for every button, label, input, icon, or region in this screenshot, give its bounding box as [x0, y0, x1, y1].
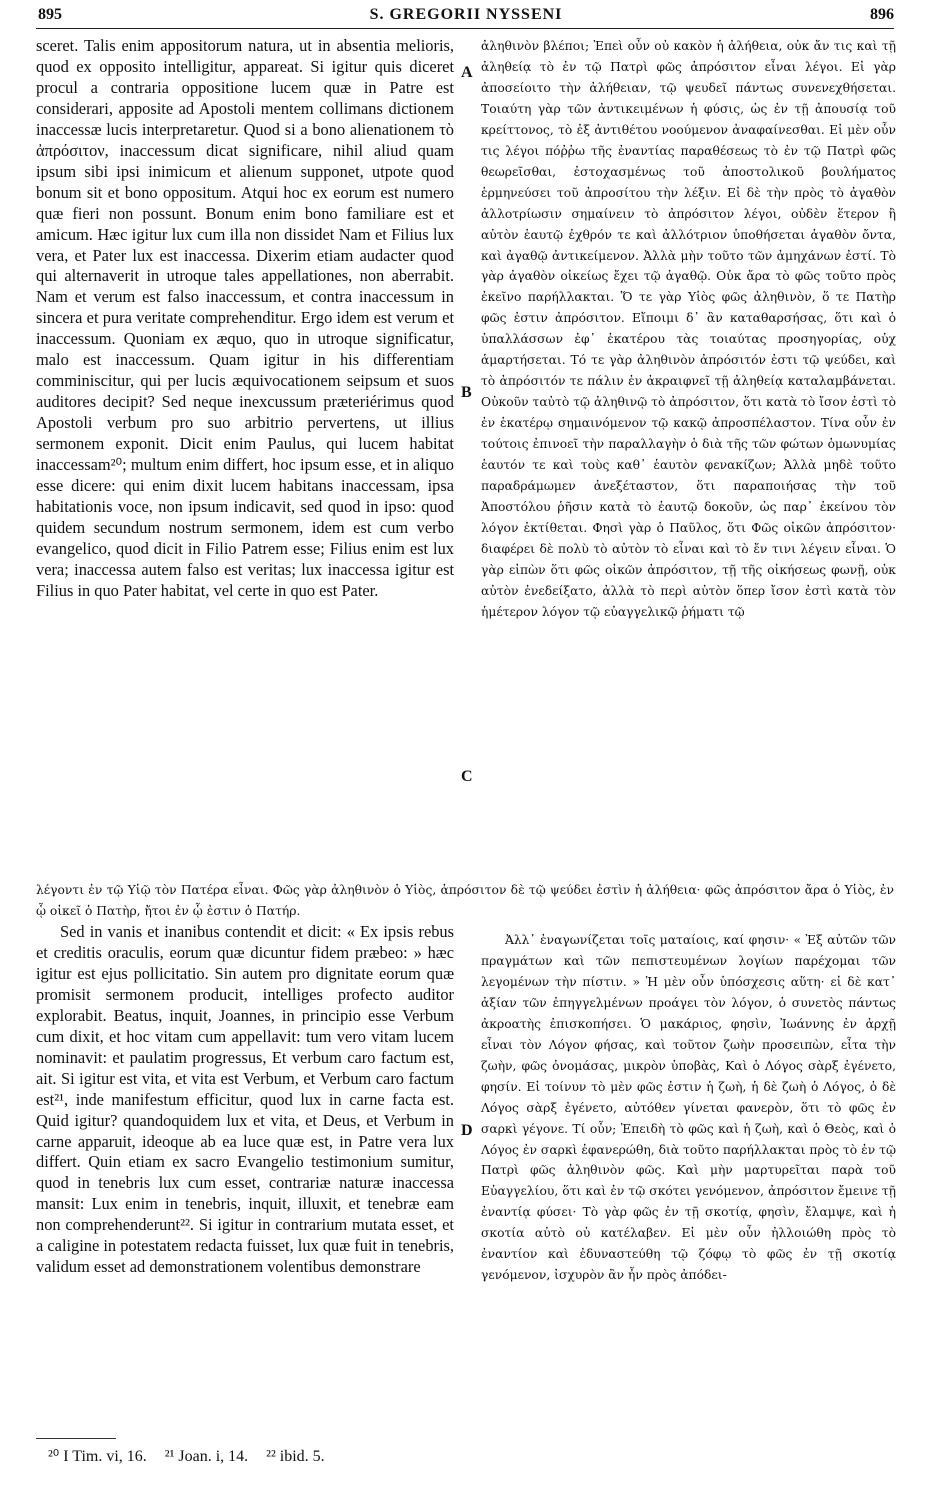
footnote-20: ²⁰ I Tim. vi, 16. [48, 1448, 147, 1465]
latin-column-bottom [36, 922, 454, 1278]
greek-text-top: ἀληθινὸν βλέποι; Ἐπεὶ οὖν οὐ κακὸν ἡ ἀλήθεια, οὐκ ἄν τις καὶ τῇ ἀληθείᾳ τὸ ἐν τῷ Πατρὶ φῶς ἀπρόσιτον εἶναι λέγοι. Εἰ γὰρ ἀποσείοιτο τὴν ἀλήθειαν, τῷ ψευδεῖ πάντως συνενεχθήσεται. Τοιαύτη γὰρ τῶν ἀντικειμένων ἡ φύσις, ὡς ἐν τῇ ἀπουσίᾳ τοῦ κρείττονος, τὸ ἐξ ἀντιθέτου νοούμενον ἀναφαίνεσθαι. Εἰ μὲν οὖν τις λέγοι πόῤῥω τῆς ἐναντίας παραθέσεως τὸ ἐν τῷ Πατρὶ φῶς θεωρεῖσθαι, ἐστοχασμένως τοῦ ἀποστολικοῦ βουλήματος ἑρμηνεύσει τοῦ ἀπροσίτου τὴν λέξιν. Εἰ δὲ τὴν πρὸς τὸ ἀγαθὸν ἀλλοτρίωσιν σημαίνειν τὸ ἀπρόσιτον λέγοι, οὐδὲν ἕτερον ἢ αὐτὸν ἑαυτῷ ἐχθρόν τε καὶ ἀλλότριον ὑποθήσεται ἀγαθὸν ὄντα, καὶ ἀγαθῷ ἀντικείμενον. Ἀλλὰ μὴν τοῦτο τῶν ἀμηχάνων ἐστί. Τὸ γὰρ ἀγαθὸν οἰκείως ἔχει τῷ ἀγαθῷ. Οὐκ ἄρα τὸ φῶς τοῦτο πρὸς ἐκεῖνο παρήλλακται. Ὅ τε γὰρ Υἱὸς φῶς ἀληθινὸν, ὅ τε Πατὴρ φῶς ἐστιν ἀπρόσιτον. Εἴποιμι δ᾽ ἂν καταθαρσήσας, ὅτι καὶ ὁ ὑπαλλάσσων ἐφ᾽ ἑκατέρου τὰς τοιαύτας προσηγορίας, οὐχ ἁμαρτήσεται. Τό τε γὰρ ἀληθινὸν ἀπρόσιτόν ἐστι τῷ ψεύδει, καὶ τὸ ἀπρόσιτόν τε πάλιν ἐν ἀκραιφνεῖ τῇ ἀληθείᾳ καταλαμβάνεται. Οὐκοῦν ταὐτὸ τῷ ἀληθινῷ τὸ ἀπρόσιτον, ὅτι κατὰ τὸ ἴσον ἐστὶ τὸ ἐν ἑκατέρῳ σημαινόμενον τῷ κακῷ ἀπροσπέλαστον. Τίνα οὖν ἐν τούτοις ἐπινοεῖ τὴν παραλλαγὴν ὁ διὰ τῆς τῶν φώτων ὁμωνυμίας ἑαυτόν τε καὶ τοὺς καθ᾽ ἑαυτὸν φενακίζων; Ἀλλὰ μηδὲ τοῦτο παραδράμωμεν ἀνεξέταστον, ὅτι παραποιήσας τὴν τοῦ Ἀποστόλου ῥῆσιν κατὰ τὸ ἑαυτῷ δοκοῦν, ὡς παρ᾽ ἐκείνου τὸν λόγον ἐκτίθεται. Φησὶ γὰρ ὁ Παῦλος, ὅτι Φῶς οἰκῶν ἀπρόσιτον· διαφέρει δὲ πολὺ τὸ αὐτὸν τὸ εἶναι καὶ τὸ ἔν τινι λέγειν εἶναι. Ὁ γὰρ εἰπὼν ὅτι φῶς οἰκῶν ἀπρόσιτον, τῇ τῆς οἰκήσεως φωνῇ, οὐκ αὐτὸν ἐνεδείξατο, ἀλλὰ τὸ περὶ αὐτὸν ὅπερ ἴσον ἐστὶ κατὰ τὸν ἡμέτερον λόγον τῷ εὐαγγελικῷ ῥήματι τῷ [481, 39, 896, 619]
greek-column-bottom [481, 930, 896, 1286]
running-header [38, 6, 894, 28]
greek-text-bottom: Ἀλλ᾽ ἐναγωνίζεται τοῖς ματαίοις, καί φησιν· « Ἐξ αὐτῶν τῶν πραγμάτων καὶ τῶν πεπιστευμένων λογίων παρέχομαι τῶν λεγομένων τὴν πίστιν. » Ἡ μὲν οὖν ὑπόσχεσις αὕτη· εἰ δὲ κατ᾽ ἀξίαν τῶν ἐπηγγελμένων προάγει τὸν λόγον, ὁ συνετὸς πάντως ἀκροατὴς ἐπισκοπήσει. Ὁ μακάριος, φησὶν, Ἰωάννης ἐν ἀρχῇ εἶναι τὸν Λόγον φήσας, καὶ τοῦτον ζωὴν προσειπὼν, εἶτα τὴν ζωὴν, φῶς ὀνομάσας, μικρὸν ὑποβὰς, Καὶ ὁ Λόγος σὰρξ ἐγένετο, φησίν. Εἰ τοίνυν τὸ μὲν φῶς ἐστιν ἡ ζωὴ, ἡ δὲ ζωὴ ὁ Λόγος, ὁ δὲ Λόγος σὰρξ ἐγένετο, αὐτόθεν γίνεται φανερὸν, ὅτι τὸ φῶς ἐν σαρκὶ γέγονε. Τί οὖν; Ἐπειδὴ τὸ φῶς καὶ ἡ ζωὴ, καὶ ὁ Θεὸς, καὶ ὁ Λόγος ἐν σαρκὶ ἐφανερώθη, διὰ τοῦτο παρήλλακται πρὸς τὸ ἐν τῷ Πατρὶ φῶς ἀληθινὸν φῶς. Καὶ μὴν μαρτυρεῖται παρὰ τοῦ Εὐαγγελίου, ὅτι καὶ ἐν τῷ σκότει γενόμενον, ἀπρόσιτον ἔμεινε τῇ ἐναντίᾳ φύσει· Τὸ γὰρ φῶς ἐν τῇ σκοτίᾳ, φησὶν, ἔλαμψε, καὶ ἡ σκοτία αὐτὸ οὐ κατέλαβεν. Εἰ μὲν οὖν ἠλλοιώθη πρὸς τὸ ἐναντίον καὶ ἐδυναστεύθη τῷ ζόφῳ τὸ φῶς ἐν τῇ σκοτίᾳ γενόμενον, ἰσχυρὸν ἂν ἦν πρὸς ἀπόδει- [481, 933, 896, 1283]
page-number-right: 896 [870, 6, 894, 23]
running-title: S. GREGORII NYSSENI [369, 6, 563, 23]
footnote-21: ²¹ Joan. i, 14. [164, 1448, 249, 1465]
margin-marker-d: D [461, 1122, 473, 1139]
greek-column-top [481, 36, 896, 623]
page-number-left: 895 [38, 6, 62, 23]
footnote-rule [36, 1438, 116, 1439]
margin-marker-a: A [461, 64, 473, 81]
latin-column-top [36, 36, 454, 602]
greek-full-text: λέγοντι ἐν τῷ Υἱῷ τὸν Πατέρα εἶναι. Φῶς γὰρ ἀληθινὸν ὁ Υἱὸς, ἀπρόσιτον δὲ τῷ ψεύδει ἐστὶν ἡ ἀλήθεια· φῶς ἀπρόσιτον ἄρα ὁ Υἱὸς, ἐν ᾧ οἰκεῖ ὁ Πατὴρ, ἤτοι ἐν ᾧ ἐστιν ὁ Πατήρ. [36, 883, 894, 918]
footnotes [48, 1446, 339, 1466]
latin-text-top: sceret. Talis enim appositorum natura, ut in absentia melioris, quod ex opposito intelligitur, appareat. Si igitur quis diceret procul a contraria oppositione lucem quæ in Patre est considerari, apposite ad Apostoli mentem collimans dictionem inaccessæ lucis interpretaretur. Quod si a bono alienationem τὸ ἀπρόσιτον, inaccessum dicat significare, nihil aliud quam ipsum sibi ipsi inimicum et alienum supponet, utpote quod bonum sit et bono oppositum. Atqui hoc ex eorum est numero quæ fieri non possunt. Bonum enim bono familiare est et amicum. Hæc igitur lux cum illa non dissidet Nam et Filius lux vera, et Pater lux est inaccessa. Dixerim etiam audacter quod qui alternaverit in utroque tales appellationes, non aberrabit. Nam et verum est falso inaccessum, et contra inaccessum in sincera et pura veritate comprehenditur. Ergo idem est verum et inaccessum. Quoniam ex æquo, quo in utroque significatur, malo est inaccessum. Quam igitur in his differentiam comminiscitur, qui per lucis æquivocationem seipsum et suos auditores decipit? Sed neque inexcussum præteriérimus quod Apostoli verbum pro suo arbitrio pervertens, ut illius sermonem exponit. Dicit enim Paulus, qui lucem habitat inaccessam²⁰; multum enim differt, hoc ipsum esse, et in aliquo esse dicere: qui enim dixit lucem habitans inaccessam, ipsa habitationis voce, non ipsum indicavit, sed quod in ipso: quod quidem secundum nostrum sermonem, idem est cum verbo evangelico, quod dicit in Filio Patrem esse; Filius enim est lux vera; inaccessa autem falso est veritas; lux inaccessa igitur est Filius in quo Pater habitat, vel certe in quo est Pater. [36, 36, 454, 600]
header-rule [36, 28, 894, 29]
footnote-22: ²² ibid. 5. [266, 1448, 325, 1465]
latin-text-bottom: Sed in vanis et inanibus contendit et dicit: « Ex ipsis rebus et creditis oraculis, eorum quæ dicuntur fidem præbeo: » hæc igitur est ejus pollicitatio. Sin autem pro dignitate eorum quæ promisit sermonem producit, intelliges profecto auditor explorabit. Beatus, inquit, Joannes, in principio esse Verbum cum dixit, et hoc vitam cum appellavit: tum vero vitam lucem nominavit: et paulatim progressus, Et verbum caro factum est, ait. Si igitur est vita, et vita est Verbum, et Verbum caro factum est²¹, inde manifestum efficitur, quod lux in carne facta est. Quid igitur? quandoquidem lux et vita, et Deus, et Verbum in carne apparuit, ideoque ab ea luce quæ est, in Patre vera lux differt. Quin etiam ex sacro Evangelio testimonium sumitur, quod in tenebris lux cum esset, contrariæ naturæ inaccessa mansit: Lux enim in tenebris, inquit, illuxit, et tenebræ eam non comprehenderunt²². Si igitur in contrarium mutata esset, et a caligine in potestatem redacta fuisset, lux quæ fuit in tenebris, validum esset ad demonstrationem volentibus demonstrare [36, 922, 454, 1277]
margin-marker-c: C [461, 768, 473, 785]
greek-full-width-line [36, 880, 894, 922]
margin-marker-b: B [461, 384, 472, 401]
